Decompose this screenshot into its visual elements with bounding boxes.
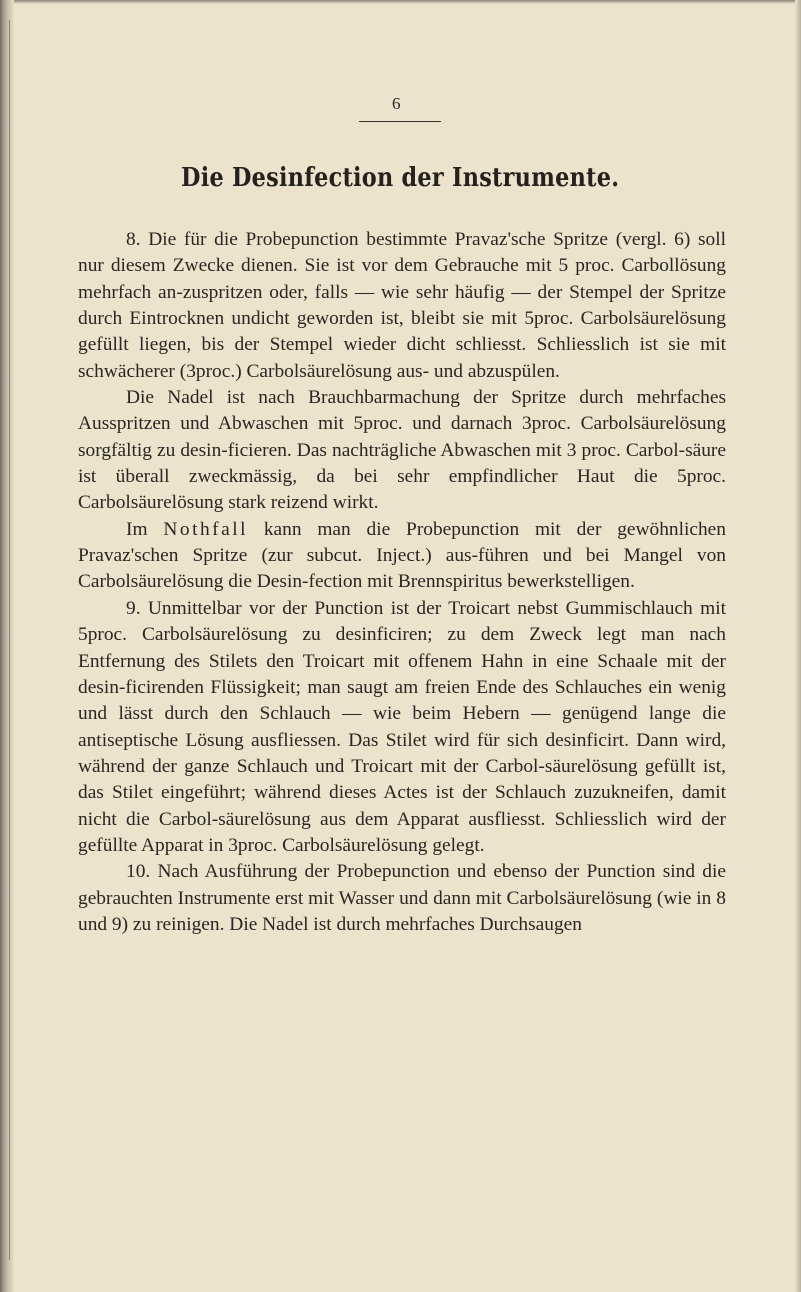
emphasized-term: Nothfall [163,518,248,540]
paragraph-10: 10. Nach Ausführung der Probepunction und ebenso der Punction sind die gebrauchten Instrumente erst mit Wasser und dann mit Carbolsäurelösung (wie in 8 und 9) zu reinigen. Die Nadel ist durch mehrfaches Durchsaugen [78,861,726,935]
page-top-edge [0,0,801,4]
paragraph-9: 9. Unmittelbar vor der Punction ist der Troicart nebst Gummischlauch mit 5proc. Carbolsäurelösung zu desinficiren; zu dem Zweck legt man nach Entfernung des Stilets den Troicart mit offenem Hahn in eine Schaale mit der desin-ficirenden Flüssigkeit; man saugt am freien Ende des Schlauches ein wenig und lässt durch den Schlauch — wie beim Hebern — genügend lange die antiseptische Lösung ausfliessen. Das Stilet wird für sich desinficirt. Dann wird, während der ganze Schlauch und Troicart mit der Carbol-säurelösung gefüllt ist, das Stilet eingeführt; während dieses Actes ist der Schlauch zuzukneifen, damit nicht die Carbol-säurelösung aus dem Apparat ausfliesst. Schliesslich wird der gefüllte Apparat in 3proc. Carbolsäurelösung gelegt. [78,597,726,856]
section-heading: Die Desinfection der Instrumente. [181,163,620,193]
page-number: 6 [392,94,401,113]
paragraph-body: kann man die Probepunction mit der gewöhnlichen Pravaz'schen Spritze (zur subcut. Inject.) aus-führen und bei Mangel von Carbolsäurelösung die Desin-fection mit Brennspiritus bewerkstelligen. [78,518,726,593]
binding-line [9,20,10,1260]
paragraph-8: 8. Die für die Probepunction bestimmte Pravaz'sche Spritze (vergl. 6) soll nur diesem Zwecke dienen. Sie ist vor dem Gebrauche mit 5 proc. Carbollösung mehrfach an-zuspritzen oder, falls — wie sehr häufig — der Stempel der Spritze durch Eintrocknen undicht geworden ist, bleibt sie mit 5proc. Carbolsäurelösung gefüllt liegen, bis der Stempel wieder dicht schliesst. Schliesslich ist sie mit schwächerer (3proc.) Carbolsäurelösung aus- und abzuspülen. [78,229,726,382]
body-text [78,227,726,938]
paragraph-lead: Im [126,518,148,540]
paragraph-nadel: Die Nadel ist nach Brauchbarmachung der Spritze durch mehrfaches Ausspritzen und Abwaschen mit 5proc. und darnach 3proc. Carbolsäurelösung sorgfältig zu desin-ficieren. Das nachträgliche Abwaschen mit 3 proc. Carbol-säure ist überall zweckmässig, da bei sehr empfindlicher Haut die 5proc. Carbolsäurelösung stark reizend wirkt. [78,387,726,514]
page-right-edge [795,0,801,1292]
page-binding-edge [0,0,14,1292]
page-number-rule [359,121,441,122]
paragraph-nothfall [78,517,726,596]
